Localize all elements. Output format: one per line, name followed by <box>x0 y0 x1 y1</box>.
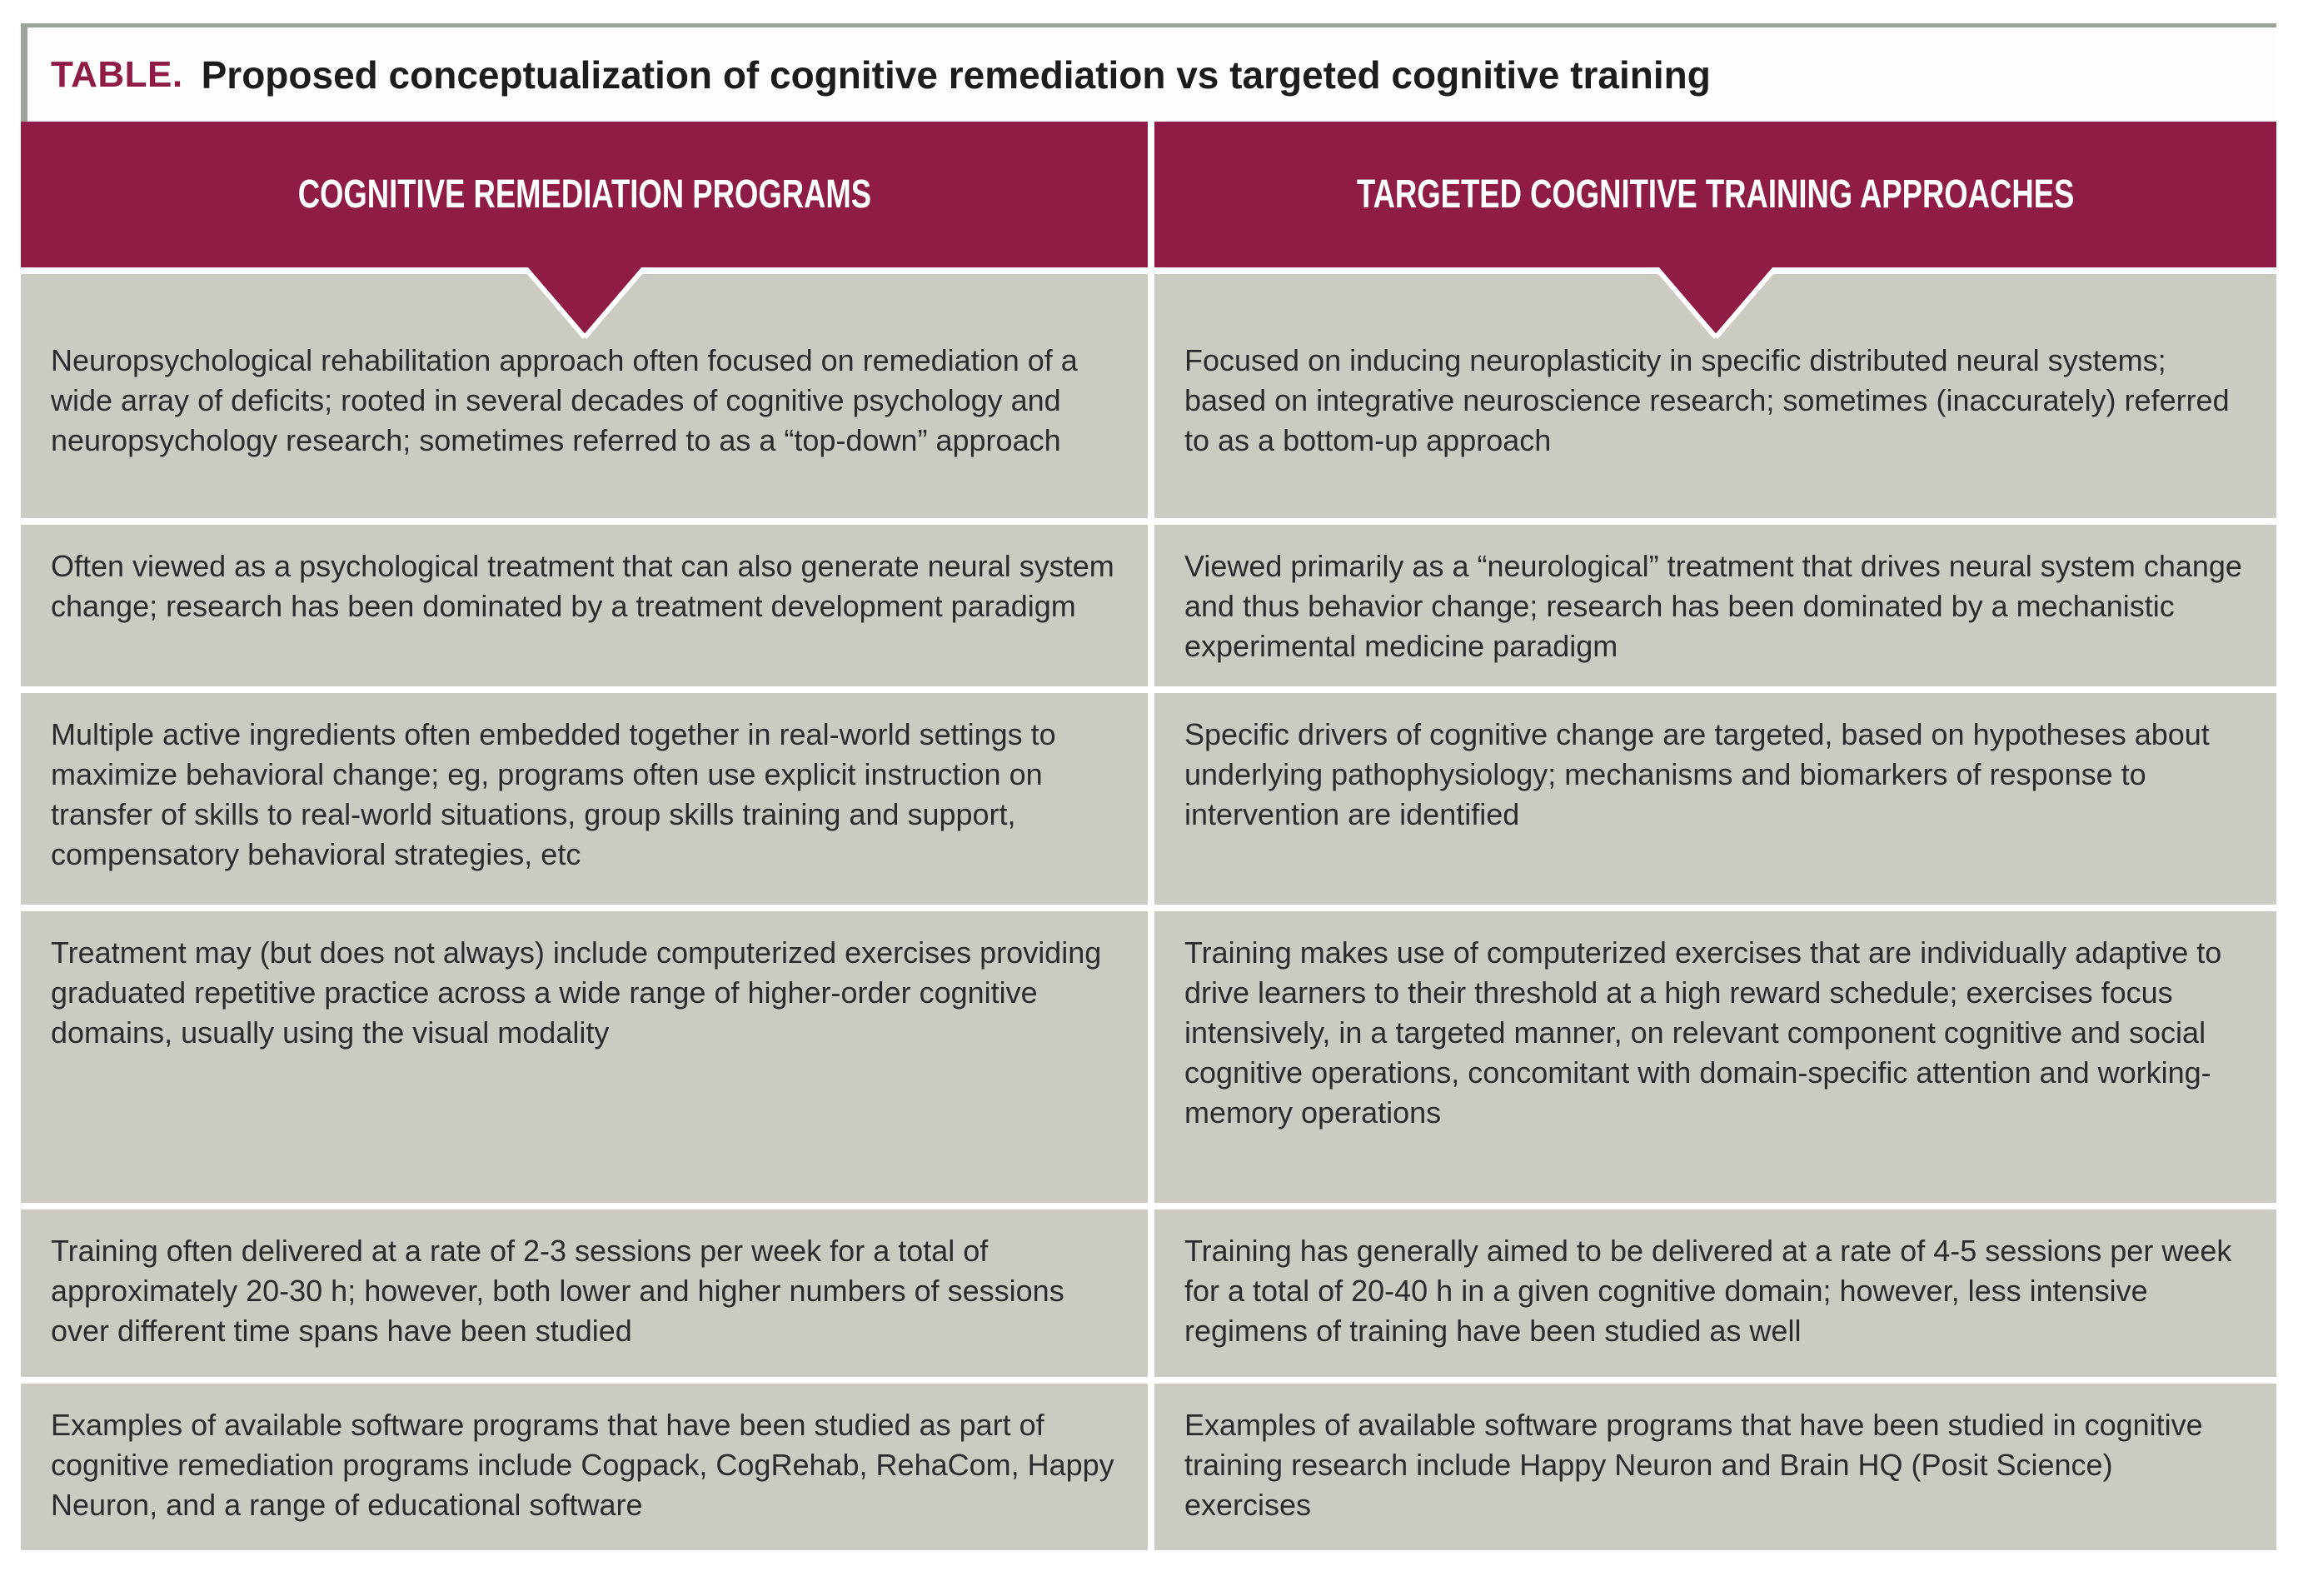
table-grid <box>21 122 2276 1550</box>
table-cell-row6-right: Examples of available software programs that have been studied in cognitive training research include Happy Neuron and Brain HQ (Posit Science) exercises <box>1154 1384 2276 1550</box>
column-header-cognitive-remediation <box>21 122 1148 267</box>
column-header-targeted-cognitive-training <box>1154 122 2276 267</box>
column-header-label: COGNITIVE REMEDIATION PROGRAMS <box>297 172 871 217</box>
table-cell-row2-right: Viewed primarily as a “neurological” treatment that drives neural system change and thus behavior change; research has been dominated by a mechanistic experimental medicine paradigm <box>1154 525 2276 686</box>
table-cell-row1-right: Focused on inducing neuroplasticity in specific distributed neural systems; based on integrative neuroscience research; sometimes (inaccurately) referred to as a bottom-up approach <box>1154 274 2276 518</box>
table-cell-row5-right: Training has generally aimed to be delivered at a rate of 4-5 sessions per week for a total of 20-40 h in a given cognitive domain; however, less intensive regimens of training have been studied as well <box>1154 1209 2276 1377</box>
table-title-text: Proposed conceptualization of cognitive remediation vs targeted cognitive training <box>201 52 1711 97</box>
table-cell-row4-right: Training makes use of computerized exercises that are individually adaptive to drive learners to their threshold at a high reward schedule; exercises focus intensively, in a targeted manner, on relevant component cognitive and social cognitive operations, concomitant with domain-specific attention and working-memory operations <box>1154 911 2276 1203</box>
table-title-band <box>21 23 2276 122</box>
table-cell-row3-left: Multiple active ingredients often embedded together in real-world settings to maximize behavioral change; eg, programs often use explicit instruction on transfer of skills to real-world situations, group skills training and support, compensatory behavioral strategies, etc <box>21 693 1148 905</box>
table-cell-row2-left: Often viewed as a psychological treatment that can also generate neural system change; research has been dominated by a treatment development paradigm <box>21 525 1148 686</box>
column-header-label: TARGETED COGNITIVE TRAINING APPROACHES <box>1356 172 2075 217</box>
table-cell-row4-left: Treatment may (but does not always) include computerized exercises providing graduated repetitive practice across a wide range of higher-order cognitive domains, usually using the visual modality <box>21 911 1148 1203</box>
table-cell-row3-right: Specific drivers of cognitive change are targeted, based on hypotheses about underlying pathophysiology; mechanisms and biomarkers of response to intervention are identified <box>1154 693 2276 905</box>
table-cell-row1-left: Neuropsychological rehabilitation approach often focused on remediation of a wide array of deficits; rooted in several decades of cognitive psychology and neuropsychology research; sometimes referred to as a “top-down” approach <box>21 274 1148 518</box>
table-cell-row5-left: Training often delivered at a rate of 2-3 sessions per week for a total of approximately 20-30 h; however, both lower and higher numbers of sessions over different time spans have been studied <box>21 1209 1148 1377</box>
comparison-table <box>21 23 2276 1550</box>
table-title-label: TABLE. <box>51 53 183 95</box>
table-cell-row6-left: Examples of available software programs that have been studied as part of cognitive remediation programs include Cogpack, CogRehab, RehaCom, Happy Neuron, and a range of educational software <box>21 1384 1148 1550</box>
